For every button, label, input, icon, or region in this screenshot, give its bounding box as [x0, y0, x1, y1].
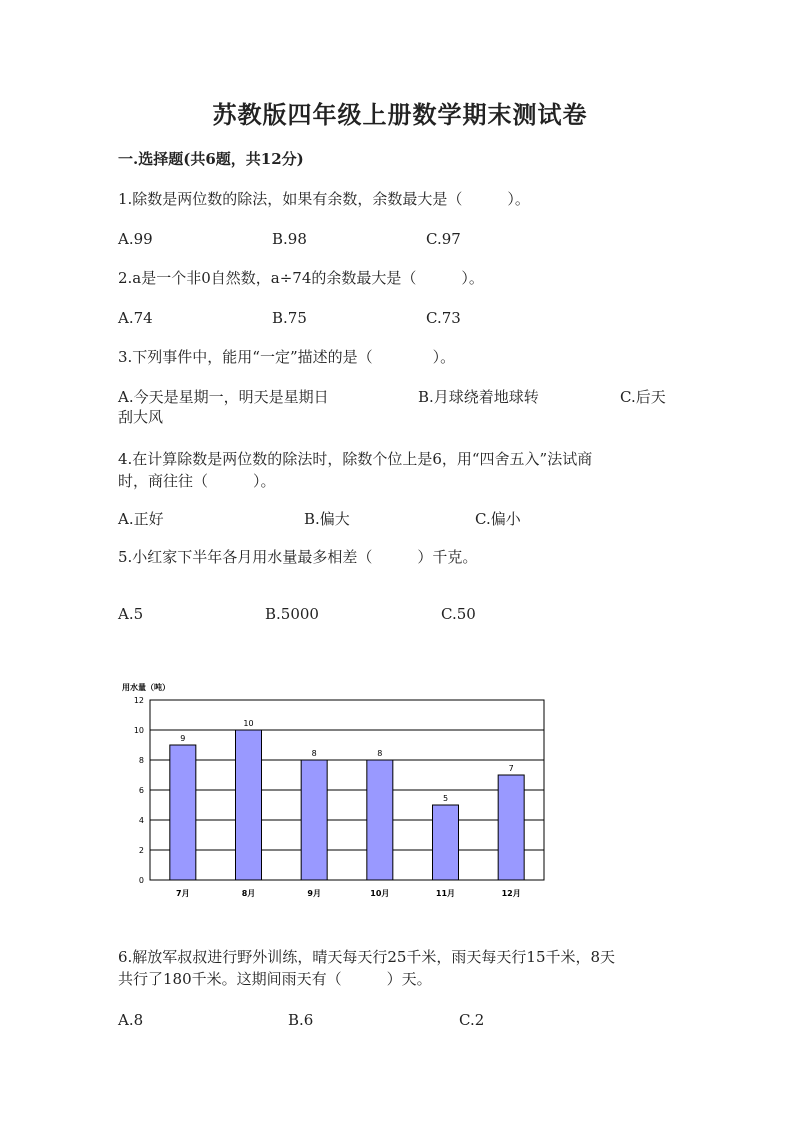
q1-option-c: C.97 [426, 230, 461, 248]
chart-y-tick-label: 2 [138, 846, 144, 855]
chart-data-label: 5 [442, 794, 449, 803]
chart-bar [433, 805, 459, 880]
chart-y-tick-label: 8 [138, 756, 144, 765]
chart-data-label: 7 [508, 764, 514, 773]
chart-bar [301, 760, 327, 880]
question-3: 3.下列事件中，能用“一定”描述的是（ ）。 [118, 348, 456, 366]
q2-option-b: B.75 [272, 309, 307, 327]
chart-data-label: 8 [377, 749, 383, 758]
q3-option-c-line-2: 刮大风 [118, 408, 164, 426]
q6-option-c: C.2 [459, 1011, 485, 1029]
chart-x-tick-label: 12月 [501, 889, 521, 898]
chart-y-tick-label: 0 [138, 876, 144, 885]
q3-option-a: A.今天是星期一，明天是星期日 [118, 388, 329, 406]
chart-y-tick-label: 6 [138, 786, 144, 795]
q5-option-a: A.5 [118, 605, 144, 623]
question-6-line-2: 共行了180千米。这期间雨天有（ ）天。 [118, 970, 432, 988]
q5-option-b: B.5000 [265, 605, 319, 623]
chart-y-tick-label: 4 [138, 816, 144, 825]
chart-x-tick-label: 8月 [241, 889, 256, 898]
question-2: 2.a是一个非0自然数，a÷74的余数最大是（ ）。 [118, 269, 484, 287]
q4-option-c: C.偏小 [475, 510, 521, 528]
chart-y-tick-label: 12 [133, 696, 144, 705]
chart-x-tick-label: 11月 [435, 889, 456, 898]
q1-option-a: A.99 [118, 230, 153, 248]
q2-option-c: C.73 [426, 309, 461, 327]
section-heading: 一.选择题(共6题，共12分) [118, 150, 304, 168]
question-6-line-1: 6.解放军叔叔进行野外训练，晴天每天行25千米，雨天每天行15千米，8天 [118, 948, 616, 966]
chart-bar [367, 760, 393, 880]
q4-option-b: B.偏大 [304, 510, 350, 528]
q3-option-b: B.月球绕着地球转 [418, 388, 539, 406]
chart-x-tick-label: 7月 [176, 889, 190, 898]
chart-data-label: 9 [180, 734, 186, 743]
page-title: 苏教版四年级上册数学期末测试卷 [212, 100, 588, 129]
chart-bar [170, 745, 196, 880]
chart-x-tick-label: 9月 [307, 889, 321, 898]
q5-option-c: C.50 [441, 605, 476, 623]
chart-y-axis-label: 用水量（吨） [122, 683, 170, 692]
chart-data-label: 10 [243, 719, 254, 728]
q3-option-c-line-1: C.后天 [620, 388, 666, 406]
question-4-line-1: 4.在计算除数是两位数的除法时，除数个位上是6，用“四舍五入”法试商 [118, 450, 593, 468]
q6-option-b: B.6 [288, 1011, 314, 1029]
question-1: 1.除数是两位数的除法，如果有余数，余数最大是（ ）。 [118, 190, 530, 208]
chart-x-tick-label: 10月 [370, 889, 390, 898]
chart-y-tick-label: 10 [133, 726, 144, 735]
chart-data-label: 8 [311, 749, 317, 758]
q6-option-a: A.8 [118, 1011, 144, 1029]
q4-option-a: A.正好 [118, 510, 164, 528]
chart-bar [498, 775, 524, 880]
question-5: 5.小红家下半年各月用水量最多相差（ ）千克。 [118, 548, 478, 566]
q2-option-a: A.74 [118, 309, 153, 327]
chart-bar [236, 730, 262, 880]
water-usage-bar-chart [118, 678, 558, 904]
q1-option-b: B.98 [272, 230, 307, 248]
question-4-line-2: 时，商往往（ ）。 [118, 472, 276, 490]
